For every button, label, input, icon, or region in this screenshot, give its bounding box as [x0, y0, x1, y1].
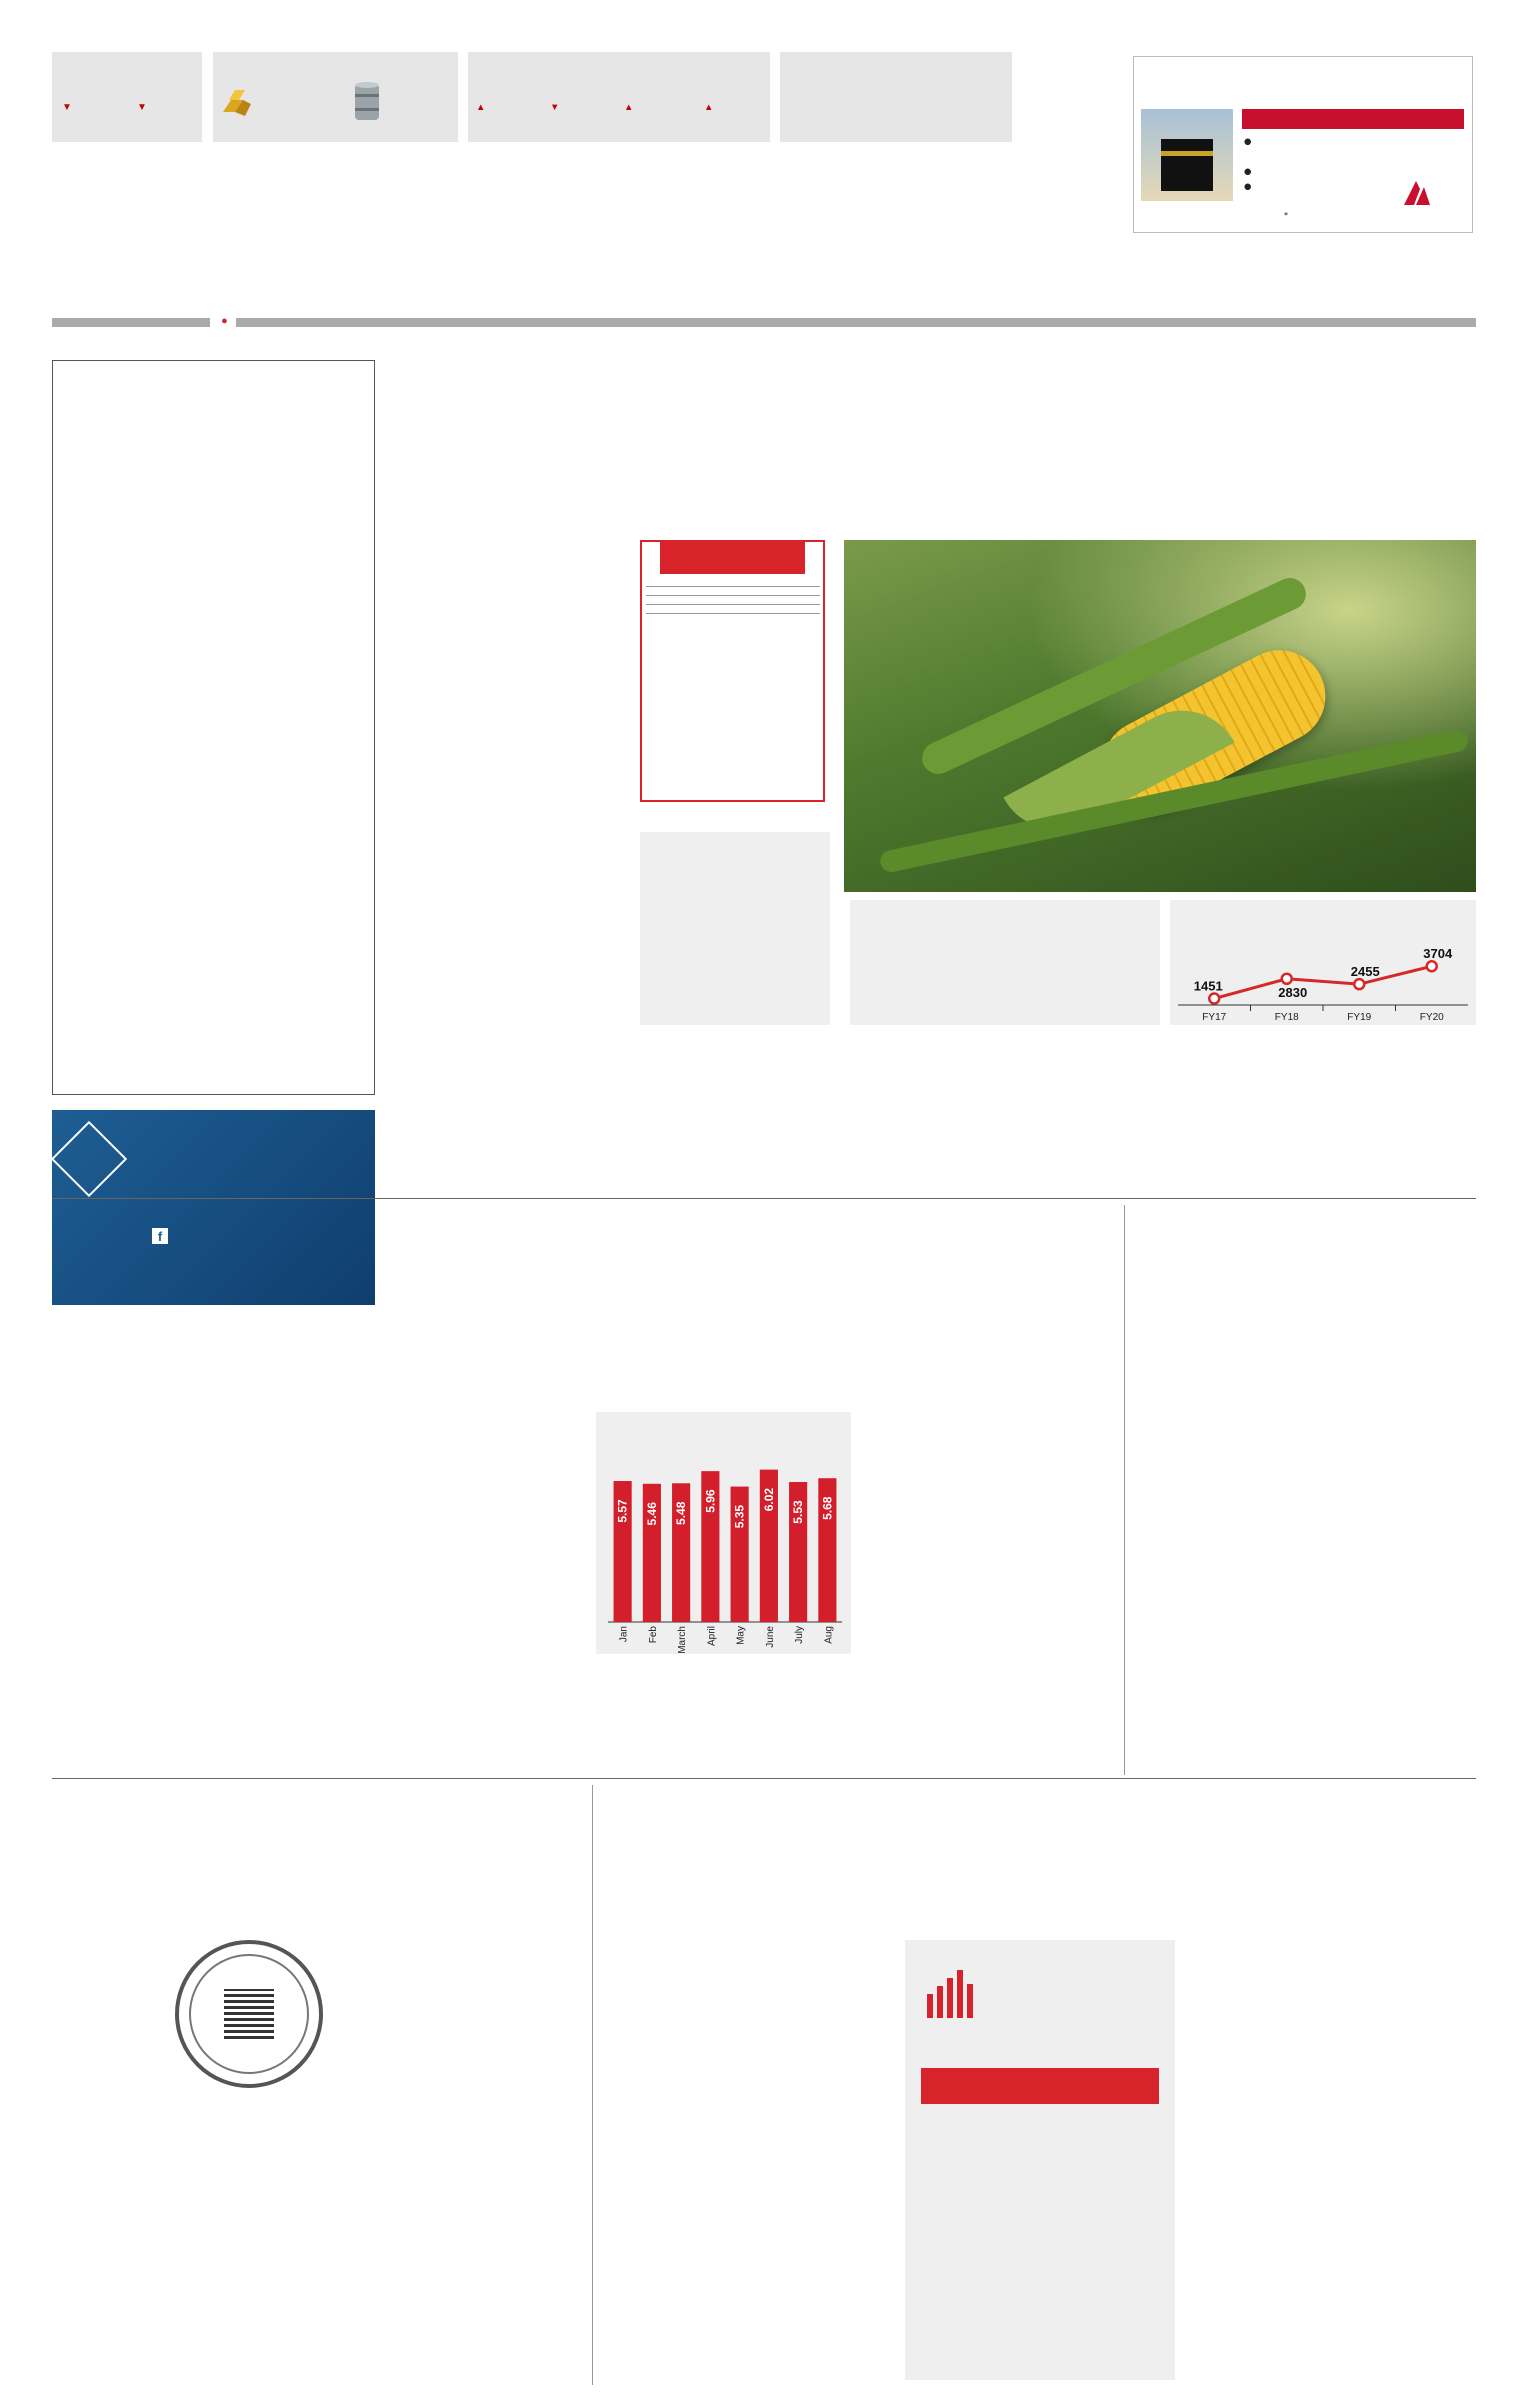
data-point [1427, 961, 1437, 971]
ad-bullet-3: ● [1244, 167, 1252, 177]
ad-scheme [1242, 109, 1464, 129]
ad-bullet-4: ● [1244, 182, 1252, 192]
glance-title [660, 540, 805, 574]
dbl-logo-frame [52, 1121, 127, 1197]
bida-logo-icon [921, 1964, 981, 2022]
bida-achievements-title [921, 2068, 1159, 2104]
series-line [1214, 966, 1432, 998]
data-label: 6.02 [761, 1487, 776, 1512]
tick-label: FY20 [1419, 1012, 1444, 1023]
data-label: 5.35 [732, 1504, 747, 1529]
inflation-chart [596, 1412, 851, 1654]
asian-markets-ticker [468, 52, 770, 142]
tick-label: FY19 [1347, 1012, 1372, 1023]
dse-logo-building [224, 1989, 274, 2039]
dsex-change: ▼ [62, 102, 72, 113]
tick-label: Feb [647, 1626, 659, 1644]
data-point [1282, 974, 1292, 984]
bida-infographic [905, 1940, 1175, 2380]
kaaba-cube [1161, 139, 1213, 191]
gold-bars-icon [219, 82, 255, 122]
data-label: 3704 [1423, 946, 1453, 962]
maize-production-plot [640, 890, 830, 1025]
dateline-bar [52, 318, 1476, 327]
mumbai-change: ▲ [476, 102, 486, 113]
bida-achievements-list [921, 2118, 1161, 2130]
data-label: 5.96 [703, 1489, 718, 1513]
maize-import-chart [850, 900, 1160, 1025]
dse-logo [175, 1940, 323, 2088]
ad-bullet-2 [1244, 150, 1464, 165]
data-label: 1451 [1193, 978, 1223, 994]
glance-item [646, 587, 820, 596]
column-divider [1124, 1205, 1125, 1775]
data-point [1354, 979, 1364, 989]
facebook-icon: f [152, 1228, 168, 1244]
maize-import-cost-chart [1170, 900, 1476, 1025]
tick-label: March [677, 1626, 689, 1654]
tick-label: Jan [618, 1626, 630, 1643]
tick-label: July [794, 1626, 806, 1644]
tick-label: Aug [823, 1626, 835, 1644]
sibl-hajj-ad[interactable] [1133, 56, 1473, 233]
ad-bullet-1: ● [1244, 137, 1252, 147]
section-divider [52, 1198, 1476, 1199]
brand-star-logo [30, 200, 150, 260]
sibl-logo-icon [1402, 177, 1432, 207]
cscx-change: ▼ [137, 102, 147, 113]
singapore-change: ▲ [624, 102, 634, 113]
data-label: 2830 [1278, 984, 1308, 1000]
maize-import-cost-plot [1170, 900, 1476, 1025]
shanghai-change: ▲ [704, 102, 714, 113]
kaaba-band [1161, 151, 1213, 156]
remittance-box [52, 360, 375, 1095]
glance-item [646, 614, 820, 622]
glance-item [646, 596, 820, 605]
at-a-glance-box [640, 540, 825, 802]
dbl-ceramics-ad[interactable] [52, 1110, 375, 1305]
tick-label: April [706, 1626, 718, 1647]
ad-note: * [1284, 211, 1288, 220]
data-label: 5.46 [644, 1502, 659, 1526]
oil-barrel-icon [351, 80, 385, 126]
kaaba-image [1141, 109, 1233, 201]
data-label: 5.68 [820, 1496, 835, 1520]
data-point [1209, 994, 1219, 1004]
tick-label: FY17 [1202, 1012, 1227, 1023]
stocks-ticker [52, 52, 202, 142]
data-label: 5.48 [674, 1501, 689, 1525]
data-label: 2455 [1350, 964, 1380, 980]
dbl-facebook [152, 1228, 172, 1246]
inflation-plot [596, 1412, 851, 1654]
dateline: ● [210, 312, 236, 330]
tokyo-change: ▼ [550, 102, 560, 113]
commodities-ticker [213, 52, 458, 142]
maize-import-plot [850, 900, 1160, 1025]
tick-label: May [735, 1626, 747, 1645]
maize-production-chart [640, 832, 830, 1025]
glance-item [646, 605, 820, 614]
currencies-ticker [780, 52, 1012, 142]
column-divider [592, 1785, 593, 2385]
data-label: 5.57 [615, 1499, 630, 1523]
tick-label: FY18 [1274, 1012, 1299, 1023]
maize-corn-photo [844, 540, 1476, 892]
glance-items [646, 582, 820, 622]
data-label: 5.53 [791, 1500, 806, 1524]
tick-label: June [764, 1626, 776, 1648]
section-divider [52, 1778, 1476, 1779]
